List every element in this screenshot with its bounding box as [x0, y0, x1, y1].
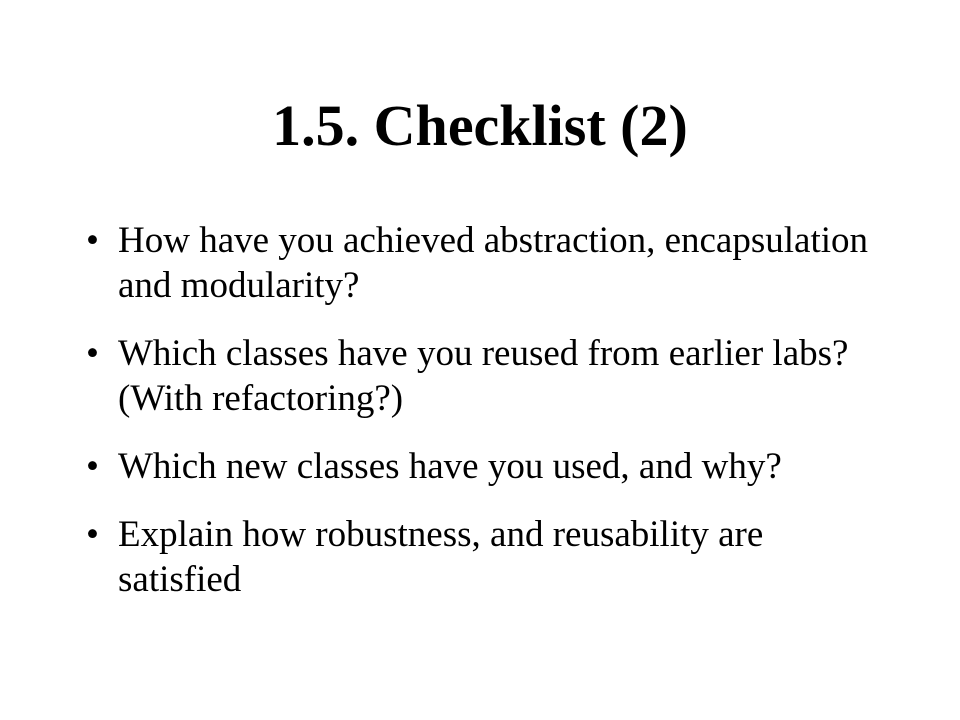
bullet-dot-icon: •	[86, 220, 99, 261]
bullet-text: Which classes have you reused from earlier labs? (With refactoring?)	[118, 333, 849, 419]
bullet-item-abstraction	[86, 218, 886, 308]
slide-title: 1.5. Checklist (2)	[272, 93, 688, 158]
bullet-dot-icon: •	[86, 446, 99, 487]
bullet-text: Which new classes have you used, and why?	[118, 446, 782, 487]
bullet-item-robustness	[86, 512, 886, 602]
bullet-list	[86, 218, 886, 625]
bullet-text: Explain how robustness, and reusability are satisfied	[118, 514, 764, 600]
bullet-item-new-classes	[86, 444, 886, 489]
bullet-text: How have you achieved abstraction, encapsulation and modularity?	[118, 220, 869, 306]
bullet-item-reused-classes	[86, 331, 886, 421]
bullet-dot-icon: •	[86, 514, 99, 555]
bullet-dot-icon: •	[86, 333, 99, 374]
